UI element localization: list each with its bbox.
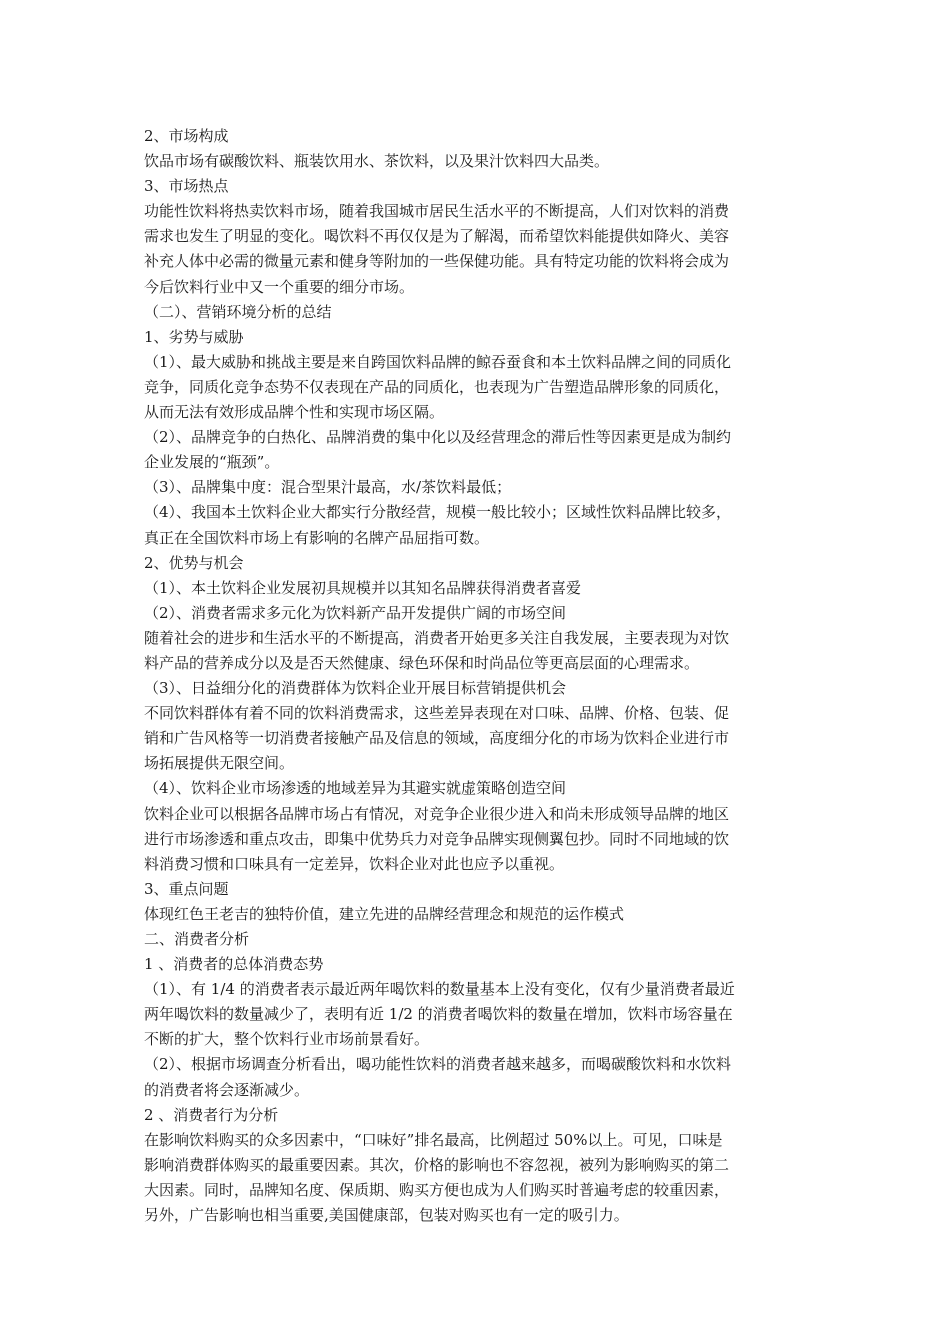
text-line: 影响消费群体购买的最重要因素。其次，价格的影响也不容忽视，被列为影响购买的第二	[144, 1155, 730, 1174]
text-line: 料消费习惯和口味具有一定差异，饮料企业对此也应予以重视。	[144, 854, 565, 873]
text-line: 随着社会的进步和生活水平的不断提高，消费者开始更多关注自我发展，主要表现为对饮	[144, 628, 730, 647]
text-line: 饮品市场有碳酸饮料、瓶装饮用水、茶饮料，以及果汁饮料四大品类。	[144, 152, 610, 171]
text-line: 饮料企业可以根据各品牌市场占有情况，对竞争企业很少进入和尚未形成领导品牌的地区	[144, 804, 730, 823]
section-heading: （二）、营销环境分析的总结	[144, 302, 332, 321]
text-line: 竞争，同质化竞争态势不仅表现在产品的同质化，也表现为广告塑造品牌形象的同质化，	[144, 377, 730, 396]
section-heading: 2、市场构成	[144, 127, 229, 145]
text-line: （4）、我国本土饮料企业大都实行分散经营，规模一般比较小；区域性饮料品牌比较多，	[144, 503, 732, 522]
section-heading: 2 、消费者行为分析	[144, 1105, 279, 1124]
text-line: 不断的扩大，整个饮料行业市场前景看好。	[144, 1030, 430, 1049]
text-line: 场拓展提供无限空间。	[144, 754, 295, 773]
text-line: 从而无法有效形成品牌个性和实现市场区隔。	[144, 403, 445, 422]
text-line: 补充人体中必需的微量元素和健身等附加的一些保健功能。具有特定功能的饮料将会成为	[144, 252, 730, 271]
text-line: 不同饮料群体有着不同的饮料消费需求，这些差异表现在对口味、品牌、价格、包装、促	[144, 704, 730, 723]
text-line: 进行市场渗透和重点攻击，即集中优势兵力对竞争品牌实现侧翼包抄。同时不同地域的饮	[144, 829, 730, 848]
text-line: 功能性饮料将热卖饮料市场，随着我国城市居民生活水平的不断提高，人们对饮料的消费	[144, 202, 730, 221]
text-line: 需求也发生了明显的变化。喝饮料不再仅仅是为了解渴，而希望饮料能提供如降火、美容	[144, 227, 730, 246]
text-line: （1）、最大威胁和挑战主要是来自跨国饮料品牌的鲸吞蚕食和本土饮料品牌之间的同质化	[144, 352, 732, 371]
text-line: 大因素。同时，品牌知名度、保质期、购买方便也成为人们购买时普遍考虑的较重因素，	[144, 1180, 730, 1199]
text-line: （4）、饮料企业市场渗透的地域差异为其避实就虚策略创造空间	[144, 779, 567, 798]
text-line: 今后饮料行业中又一个重要的细分市场。	[144, 277, 415, 296]
text-line: （1）、有 1/4 的消费者表示最近两年喝饮料的数量基本上没有变化，仅有少量消费者最近	[144, 980, 735, 999]
text-line: 在影响饮料购买的众多因素中，“口味好”排名最高，比例超过 50%以上。可见，口味是	[144, 1130, 723, 1149]
text-line: 体现红色王老吉的独特价值，建立先进的品牌经营理念和规范的运作模式	[144, 904, 625, 923]
text-line: （2）、消费者需求多元化为饮料新产品开发提供广阔的市场空间	[144, 603, 567, 622]
document-page	[144, 124, 808, 1228]
text-line: 两年喝饮料的数量减少了，表明有近 1/2 的消费者喝饮料的数量在增加，饮料市场容量在	[144, 1005, 733, 1024]
text-line: 另外，广告影响也相当重要,美国健康部，包装对购买也有一定的吸引力。	[144, 1206, 629, 1225]
section-heading: 二、消费者分析	[144, 930, 250, 948]
text-line: （2）、品牌竞争的白热化、品牌消费的集中化以及经营理念的滞后性等因素更是成为制约	[144, 428, 732, 447]
text-line: （3）、日益细分化的消费群体为饮料企业开展目标营销提供机会	[144, 679, 567, 698]
text-line: 销和广告风格等一切消费者接触产品及信息的领域，高度细分化的市场为饮料企业进行市	[144, 729, 730, 748]
text-line: （2）、根据市场调查分析看出，喝功能性饮料的消费者越来越多，而喝碳酸饮料和水饮料	[144, 1055, 732, 1074]
text-line: （1）、本土饮料企业发展初具规模并以其知名品牌获得消费者喜爱	[144, 578, 582, 597]
text-line: 真正在全国饮料市场上有影响的名牌产品屈指可数。	[144, 528, 490, 547]
section-heading: 1 、消费者的总体消费态势	[144, 955, 324, 974]
text-line: 料产品的营养成分以及是否天然健康、绿色环保和时尚品位等更高层面的心理需求。	[144, 653, 700, 672]
text-line: 的消费者将会逐渐减少。	[144, 1080, 310, 1099]
section-heading: 3、重点问题	[144, 879, 229, 898]
text-line: 企业发展的“瓶颈”。	[144, 453, 280, 472]
section-heading: 2、优势与机会	[144, 553, 244, 572]
section-heading: 3、市场热点	[144, 177, 229, 196]
section-heading: 1、劣势与威胁	[144, 327, 244, 346]
text-line: （3）、品牌集中度：混合型果汁最高，水/茶饮料最低；	[144, 478, 512, 497]
